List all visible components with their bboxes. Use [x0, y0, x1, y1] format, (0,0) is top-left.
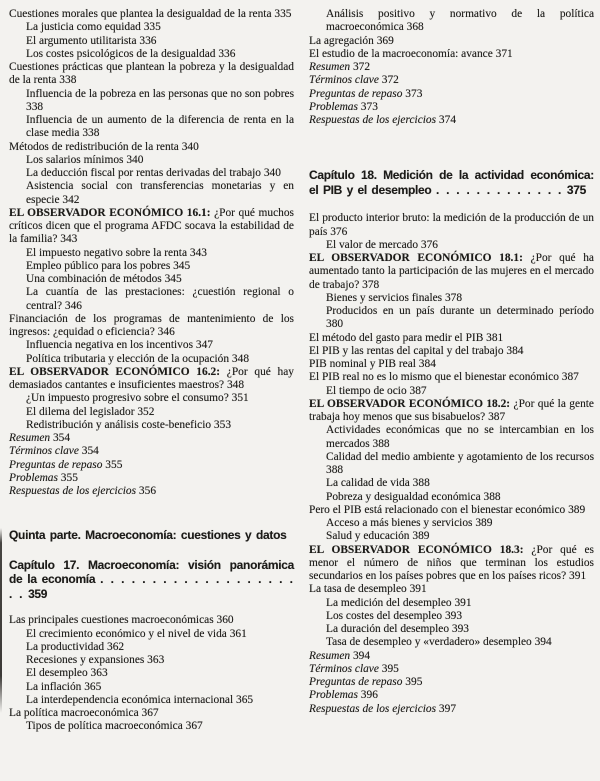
page-number: 363 — [147, 654, 165, 666]
entry-text: Salud y educación — [326, 530, 410, 543]
entry-text: Términos clave — [9, 445, 79, 458]
page-number: 351 — [231, 392, 249, 405]
page-number: 389 — [568, 503, 586, 516]
entry-text: Métodos de redistribución de la renta — [9, 140, 179, 153]
entry-text: Análisis positivo y normativo de la política macroeconómica — [326, 8, 594, 34]
toc-section — [9, 8, 294, 498]
entry-text: La agregación — [309, 34, 374, 47]
toc-entry — [9, 8, 294, 21]
observer-label: EL OBSERVADOR ECONÓMICO 18.3: — [309, 543, 524, 556]
page-number: 355 — [105, 458, 123, 471]
page-number: 369 — [376, 34, 394, 47]
observer-label: EL OBSERVADOR ECONÓMICO 16.1: — [9, 206, 211, 219]
page-number: 393 — [451, 623, 469, 635]
page-number: 384 — [506, 344, 524, 357]
entry-text: Cuestiones morales que plantea la desigualdad de la renta — [9, 8, 272, 20]
entry-text: El crecimiento económico y el nivel de vida — [26, 627, 227, 640]
entry-text: Resumen — [309, 649, 351, 662]
observer-label: EL OBSERVADOR ECONÓMICO 16.2: — [9, 365, 221, 378]
toc-entry — [9, 641, 294, 654]
page-number: 360 — [216, 614, 234, 627]
page-number: 355 — [60, 471, 78, 484]
entry-text: Preguntas de repaso — [309, 676, 403, 688]
page-number: 362 — [107, 640, 125, 653]
toc-entry — [309, 477, 594, 490]
toc-entry — [309, 101, 594, 114]
page-number: 388 — [412, 477, 430, 490]
page-number: 340 — [126, 153, 144, 166]
part-title: Quinta parte. Macroeconomía: cuestiones y datos — [9, 528, 287, 543]
page-number: 338 — [59, 74, 77, 87]
entry-text: La duración del desempleo — [326, 623, 450, 635]
entry-text: El valor de mercado — [326, 238, 419, 251]
entry-text: El PIB real no es lo mismo que el bienestar económico — [309, 371, 559, 384]
toc-entry — [9, 35, 294, 48]
column-left — [9, 8, 294, 781]
toc-section — [9, 614, 294, 733]
entry-text: ¿Por qué ha aumentado tanto la participación de las mujeres en el mercado de trabajo? — [309, 252, 594, 291]
page-number: 347 — [195, 339, 213, 352]
entry-text: Redistribución y análisis coste-beneficio — [26, 418, 212, 431]
part-heading — [9, 528, 294, 543]
page-number: 346 — [64, 299, 82, 312]
entry-text: Preguntas de repaso — [309, 87, 403, 100]
page-number: 391 — [454, 596, 472, 609]
page-number: 348 — [226, 379, 245, 391]
toc-entry — [309, 332, 594, 345]
toc-entry — [309, 239, 594, 252]
page-number: 335 — [274, 8, 292, 20]
toc-entry — [9, 654, 294, 667]
toc-entry — [9, 260, 294, 273]
entry-text: ¿Por qué muchos críticos dicen que el programa AFDC socava la estabilidad de la familia? — [9, 206, 294, 246]
entry-text: El desempleo — [26, 667, 88, 680]
toc-entry — [9, 21, 294, 34]
toc-entry — [309, 292, 594, 305]
page-number: 380 — [326, 318, 344, 331]
toc-entry — [9, 392, 294, 405]
page-number: 352 — [137, 405, 155, 418]
page-number: 356 — [138, 485, 157, 497]
page-number: 388 — [483, 490, 501, 503]
entry-text: Política tributaria y elección de la ocupación — [26, 352, 230, 365]
page-number: 394 — [534, 636, 552, 649]
entry-text: Tipos de política macroeconómica — [26, 720, 183, 733]
toc-entry — [9, 459, 294, 472]
toc-entry — [9, 707, 294, 720]
toc-entry — [309, 636, 594, 649]
toc-entry — [309, 212, 594, 239]
toc-entry — [309, 35, 594, 48]
entry-text: Financiación de los programas de mantenimiento de los ingresos: ¿equidad o eficiencia? — [9, 312, 294, 338]
entry-text: ¿Por qué es menor el número de niños que terminan los estudios secundarios en los países pobres que en los países ricos? — [309, 543, 594, 582]
page-number: 394 — [352, 649, 371, 662]
entry-text: Respuestas de los ejercicios — [309, 702, 437, 715]
entry-text: La tasa de desempleo — [309, 583, 407, 596]
page-number: 376 — [330, 225, 348, 238]
entry-text: El método del gasto para medir el PIB — [309, 331, 484, 344]
toc-entry — [9, 154, 294, 167]
page-number: 378 — [362, 278, 380, 291]
toc-entry — [9, 720, 294, 733]
page-number: 343 — [189, 246, 207, 259]
toc-entry — [309, 610, 594, 623]
toc-entry — [9, 694, 294, 707]
toc-entry — [309, 61, 594, 74]
entry-text: Pobreza y desigualdad económica — [326, 490, 481, 503]
dot-leader: . . . . . . . . . . . . . — [435, 182, 563, 197]
entry-text: Calidad del medio ambiente y agotamiento de los recursos — [326, 450, 594, 463]
entry-text: La inflación — [26, 680, 82, 693]
toc-entry — [309, 252, 594, 292]
entry-text: Empleo público para los pobres — [26, 259, 171, 272]
toc-entry — [9, 366, 294, 393]
toc-entry — [309, 676, 594, 689]
toc-entry — [9, 141, 294, 154]
toc-entry — [9, 48, 294, 61]
toc-entry — [9, 61, 294, 88]
entry-text: Los salarios mínimos — [26, 153, 124, 166]
entry-text: Producidos en un país durante un determinado período — [326, 305, 594, 317]
entry-text: Pero el PIB está relacionado con el bienestar económico — [309, 503, 566, 516]
page-number: 348 — [231, 352, 250, 365]
toc-entry — [9, 88, 294, 115]
page-number: 354 — [52, 432, 71, 444]
entry-text: La calidad de vida — [326, 477, 410, 490]
toc-entry — [309, 88, 594, 101]
entry-text: Problemas — [9, 471, 58, 484]
toc-section — [309, 8, 594, 127]
toc-entry — [9, 681, 294, 694]
page-number: 387 — [409, 384, 427, 397]
toc-entry — [9, 247, 294, 260]
entry-text: Problemas — [309, 100, 358, 113]
entry-text: Actividades económicas que no se intercambian en los mercados — [326, 424, 594, 450]
toc-entry — [309, 371, 594, 384]
toc-section — [309, 212, 594, 716]
page-number: 393 — [444, 609, 463, 622]
toc-entry — [9, 419, 294, 432]
page-number: 346 — [157, 326, 175, 338]
page-number: 387 — [561, 371, 579, 384]
toc-entry — [9, 432, 294, 445]
page-number: 388 — [326, 464, 344, 476]
entry-text: Términos clave — [309, 662, 379, 675]
entry-text: El impuesto negativo sobre la renta — [26, 246, 188, 259]
page-number: 376 — [420, 238, 438, 251]
toc-entry — [9, 273, 294, 286]
page-number: 340 — [263, 167, 281, 179]
entry-text: La política macroeconómica — [9, 707, 139, 719]
entry-text: Una combinación de métodos — [26, 273, 162, 285]
page-number: 367 — [185, 720, 203, 733]
page-number: 335 — [143, 21, 161, 34]
page-number: 391 — [569, 570, 587, 582]
page-number: 381 — [486, 331, 504, 344]
toc-entry — [309, 48, 594, 61]
page-number: 345 — [173, 259, 191, 272]
observer-label: EL OBSERVADOR ECONÓMICO 18.2: — [309, 397, 511, 410]
toc-entry — [309, 689, 594, 702]
page-number: 345 — [164, 273, 182, 285]
toc-entry — [309, 517, 594, 530]
toc-entry — [9, 628, 294, 641]
toc-entry — [309, 663, 594, 676]
toc-entry — [9, 339, 294, 352]
page-number: 361 — [229, 627, 247, 640]
entry-text: El dilema del legislador — [26, 405, 135, 418]
entry-text: Respuestas de los ejercicios — [309, 114, 437, 126]
toc-entry — [9, 313, 294, 340]
toc-entry — [9, 445, 294, 458]
entry-text: PIB nominal y PIB real — [309, 358, 416, 370]
page-number: 338 — [82, 127, 100, 140]
chapter-title: Capítulo 17. Macroeconomía: visión panorámica de la economía — [9, 557, 294, 587]
page-number: 343 — [60, 233, 78, 246]
entry-text: Preguntas de repaso — [9, 458, 103, 471]
page-number: 371 — [495, 47, 513, 60]
page-number: 354 — [81, 445, 99, 458]
page-number: 367 — [141, 707, 159, 719]
toc-entry — [9, 614, 294, 627]
page-number: 389 — [412, 530, 430, 543]
entry-text: Acceso a más bienes y servicios — [326, 517, 473, 529]
entry-text: Cuestiones prácticas que plantean la pobreza y la desigualdad de la renta — [9, 61, 294, 87]
page-number: 384 — [418, 358, 436, 370]
toc-entry — [9, 472, 294, 485]
entry-text: Influencia de un aumento de la diferencia de renta en la clase media — [26, 114, 294, 140]
page-number: 340 — [181, 140, 199, 153]
toc-entry — [309, 530, 594, 543]
page-number: 373 — [405, 87, 423, 100]
page-number: 375 — [566, 182, 586, 197]
entry-text: Resumen — [309, 61, 351, 73]
toc-entry — [309, 424, 594, 451]
page-number: 336 — [218, 47, 236, 60]
toc-entry — [9, 406, 294, 419]
toc-entry — [309, 491, 594, 504]
page-number: 391 — [409, 583, 427, 596]
entry-text: Influencia de la pobreza en las personas que no son pobres — [26, 87, 294, 100]
entry-text: La justicia como equidad — [26, 21, 141, 34]
entry-text: Términos clave — [309, 74, 379, 87]
page-number: 372 — [381, 74, 399, 87]
toc-entry — [309, 544, 594, 584]
toc-entry — [309, 583, 594, 596]
entry-text: Resumen — [9, 432, 51, 444]
page-number: 336 — [139, 34, 157, 47]
page-number: 387 — [488, 411, 506, 423]
toc-entry — [9, 207, 294, 247]
entry-text: Tasa de desempleo y «verdadero» desempleo — [326, 636, 532, 649]
entry-text: El producto interior bruto: la medición de la producción de un país — [309, 212, 594, 238]
page-number: 373 — [360, 100, 378, 113]
entry-text: Los costes psicológicos de la desigualdad — [26, 47, 216, 60]
page-number: 378 — [444, 291, 463, 304]
page-number: 342 — [62, 193, 80, 206]
chapter-heading — [9, 558, 294, 602]
chapter-title: Capítulo 18. Medición de la actividad económica: el PIB y el desempleo — [309, 168, 594, 197]
entry-text: Bienes y servicios finales — [326, 291, 443, 304]
page-number: 368 — [406, 21, 424, 34]
page-number: 353 — [213, 418, 232, 431]
entry-text: Los costes del desempleo — [326, 609, 443, 622]
entry-text: La interdependencia económica internacional — [26, 693, 234, 706]
toc-entry — [9, 167, 294, 180]
toc-entry — [309, 74, 594, 87]
toc-entry — [309, 650, 594, 663]
toc-entry — [309, 305, 594, 332]
page-number: 363 — [90, 667, 108, 680]
page-number: 372 — [352, 61, 371, 73]
page-number: 395 — [381, 662, 399, 675]
toc-entry — [309, 114, 594, 127]
toc-entry — [309, 623, 594, 636]
page-number: 374 — [438, 114, 457, 126]
entry-text: La deducción fiscal por rentas derivadas del trabajo — [26, 167, 261, 179]
page-number: 338 — [26, 100, 44, 113]
page-number: 365 — [236, 693, 254, 706]
scan-edge-artifact — [0, 528, 2, 713]
toc-entry — [309, 385, 594, 398]
page-number: 395 — [405, 676, 423, 688]
entry-text: Problemas — [309, 689, 358, 702]
page-number: 365 — [84, 680, 102, 693]
toc-entry — [309, 504, 594, 517]
entry-text: Influencia negativa en los incentivos — [26, 339, 194, 352]
entry-text: El argumento utilitarista — [26, 34, 137, 47]
toc-entry — [309, 703, 594, 716]
dot-leader: . . . . . . . . . . . . . . . . . . . . . — [9, 572, 294, 601]
toc-entry — [309, 345, 594, 358]
entry-text: Asistencia social con transferencias monetarias y en especie — [26, 180, 294, 206]
entry-text: El estudio de la macroeconomía: avance — [309, 47, 493, 60]
entry-text: ¿Un impuesto progresivo sobre el consumo? — [26, 392, 229, 405]
column-right — [309, 8, 594, 781]
toc-entry — [309, 358, 594, 371]
toc-entry — [9, 353, 294, 366]
toc-entry — [309, 597, 594, 610]
entry-text: La cuantía de las prestaciones: ¿cuestión regional o central? — [26, 286, 294, 312]
chapter-heading — [309, 168, 594, 197]
toc-entry — [309, 8, 594, 35]
toc-entry — [9, 485, 294, 498]
page-number: 397 — [438, 702, 457, 715]
entry-text: ¿Por qué hay demasiados cantantes e insuficientes maestros? — [9, 365, 294, 391]
entry-text: La medición del desempleo — [326, 596, 452, 609]
entry-text: El tiempo de ocio — [326, 384, 407, 397]
toc-entry — [9, 667, 294, 680]
entry-text: Recesiones y expansiones — [26, 654, 145, 666]
entry-text: Las principales cuestiones macroeconómicas — [9, 614, 214, 627]
entry-text: El PIB y las rentas del capital y del trabajo — [309, 344, 504, 357]
toc-entry — [309, 451, 594, 478]
toc-entry — [9, 180, 294, 207]
toc-entry — [309, 398, 594, 425]
entry-text: La productividad — [26, 640, 105, 653]
observer-label: EL OBSERVADOR ECONÓMICO 18.1: — [309, 252, 523, 264]
page-number: 388 — [372, 437, 390, 450]
page-number: 396 — [360, 689, 378, 702]
entry-text: Respuestas de los ejercicios — [9, 485, 137, 497]
page-number: 359 — [28, 586, 48, 601]
entry-text: ¿Por qué la gente trabaja hoy menos que sus bisabuelos? — [309, 397, 594, 423]
toc-entry — [9, 114, 294, 141]
page-number: 389 — [475, 517, 493, 529]
toc-entry — [9, 286, 294, 313]
